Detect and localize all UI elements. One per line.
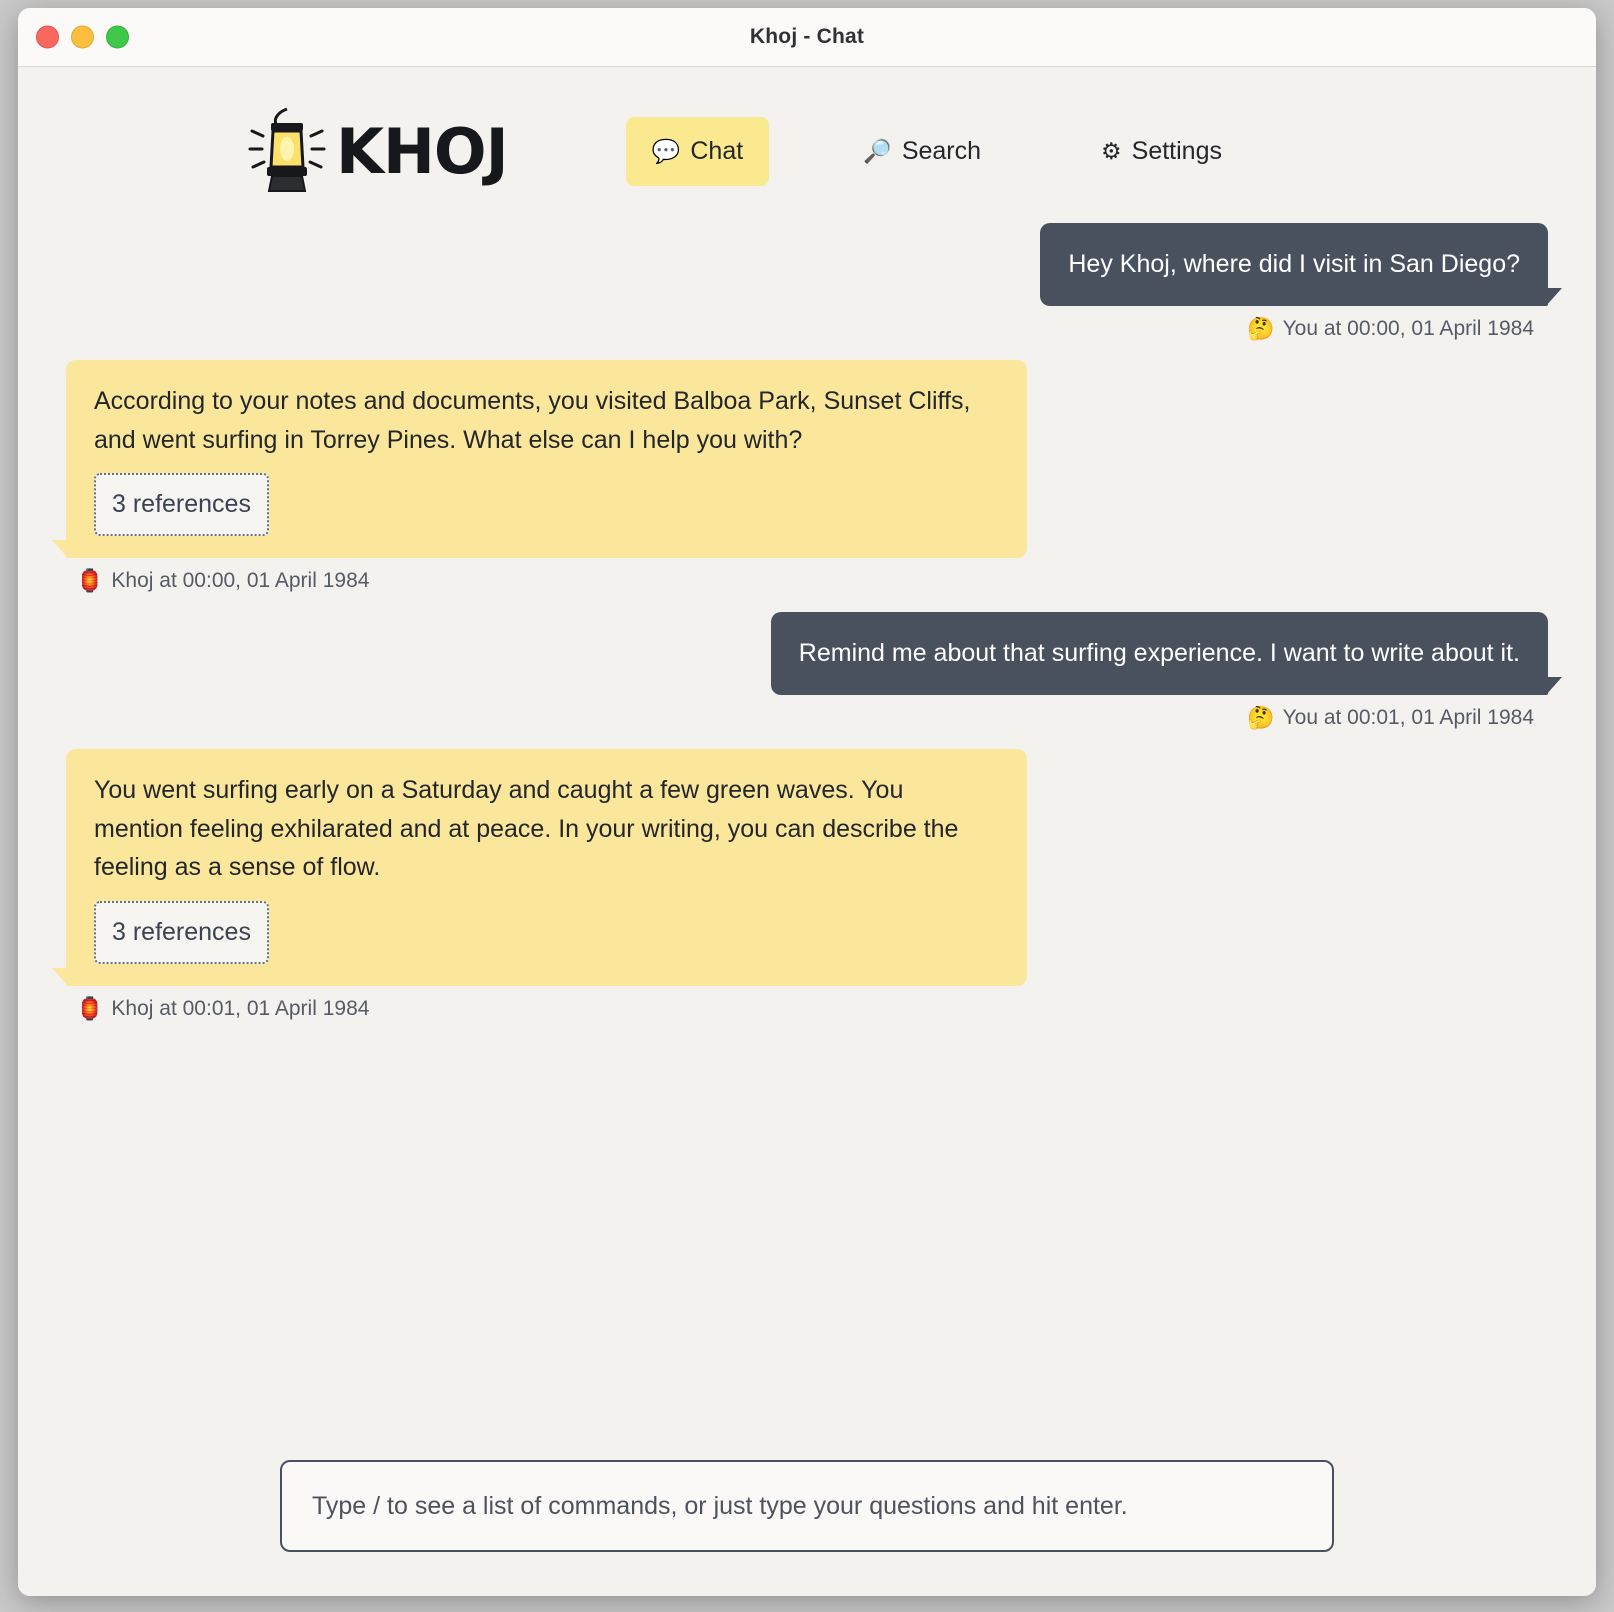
thinking-face-icon: 🤔	[1247, 315, 1275, 341]
message-meta	[1247, 705, 1548, 731]
message-text: Remind me about that surfing experience. I want to write about it.	[798, 639, 1520, 667]
khoj-message-bubble	[66, 360, 1027, 558]
nav-item-settings-label: Settings	[1131, 136, 1222, 165]
logo-text: KHOJ	[336, 114, 508, 188]
nav-item-settings[interactable]	[1075, 117, 1248, 186]
message-meta	[1247, 316, 1548, 342]
app-header	[18, 67, 1596, 207]
khoj-message-bubble	[66, 749, 1027, 986]
lantern-emoji-icon: 🏮	[76, 995, 104, 1021]
window-title: Khoj - Chat	[749, 25, 865, 48]
title-bar	[18, 8, 1596, 67]
chat-message	[66, 223, 1548, 342]
message-text: According to your notes and documents, you visited Balboa Park, Sunset Cliffs, and went surfing in Torrey Pines. What else can I help you with?	[94, 386, 971, 454]
references-button[interactable]: 3 references	[94, 901, 269, 964]
close-window-button[interactable]	[36, 26, 59, 49]
nav-item-chat-label: Chat	[690, 136, 744, 165]
message-meta-text: Khoj at 00:01, 01 April 1984	[111, 996, 370, 1020]
message-meta-text: You at 00:01, 01 April 1984	[1282, 705, 1534, 729]
message-text: You went surfing early on a Saturday and caught a few green waves. You mention feeling exhilarated and at peace. In your writing, you can describe the feeling as a sense of flow.	[94, 775, 959, 882]
nav-item-chat[interactable]	[626, 117, 769, 186]
references-button[interactable]: 3 references	[94, 473, 269, 536]
message-meta	[66, 568, 369, 594]
app-content	[18, 67, 1596, 1596]
nav-item-search[interactable]	[837, 117, 1007, 186]
chat-input-area	[18, 1460, 1596, 1596]
lantern-emoji-icon: 🏮	[76, 568, 104, 593]
user-message-bubble	[1040, 223, 1548, 306]
nav-item-search-label: Search	[901, 136, 982, 165]
chat-message	[66, 360, 1548, 594]
magnifier-icon: 🔎	[863, 137, 892, 164]
chat-message	[66, 749, 1548, 1022]
message-meta-text: You at 00:00, 01 April 1984	[1282, 316, 1534, 340]
main-nav	[626, 117, 1248, 186]
chat-message	[66, 612, 1548, 731]
chat-message-list	[18, 207, 1596, 1460]
gear-icon: ⚙	[1101, 137, 1122, 164]
chat-input[interactable]	[280, 1460, 1334, 1552]
maximize-window-button[interactable]	[106, 26, 129, 49]
minimize-window-button[interactable]	[71, 26, 94, 49]
app-logo	[246, 105, 508, 197]
thinking-face-icon: 🤔	[1247, 704, 1275, 730]
message-meta-text: Khoj at 00:00, 01 April 1984	[111, 569, 370, 592]
app-window	[18, 8, 1596, 1596]
speech-bubble-icon: 💬	[651, 137, 681, 164]
message-meta	[66, 996, 369, 1022]
window-controls	[36, 26, 129, 49]
user-message-bubble	[771, 612, 1548, 695]
lantern-icon	[246, 105, 328, 197]
message-text: Hey Khoj, where did I visit in San Diego?	[1068, 250, 1520, 278]
